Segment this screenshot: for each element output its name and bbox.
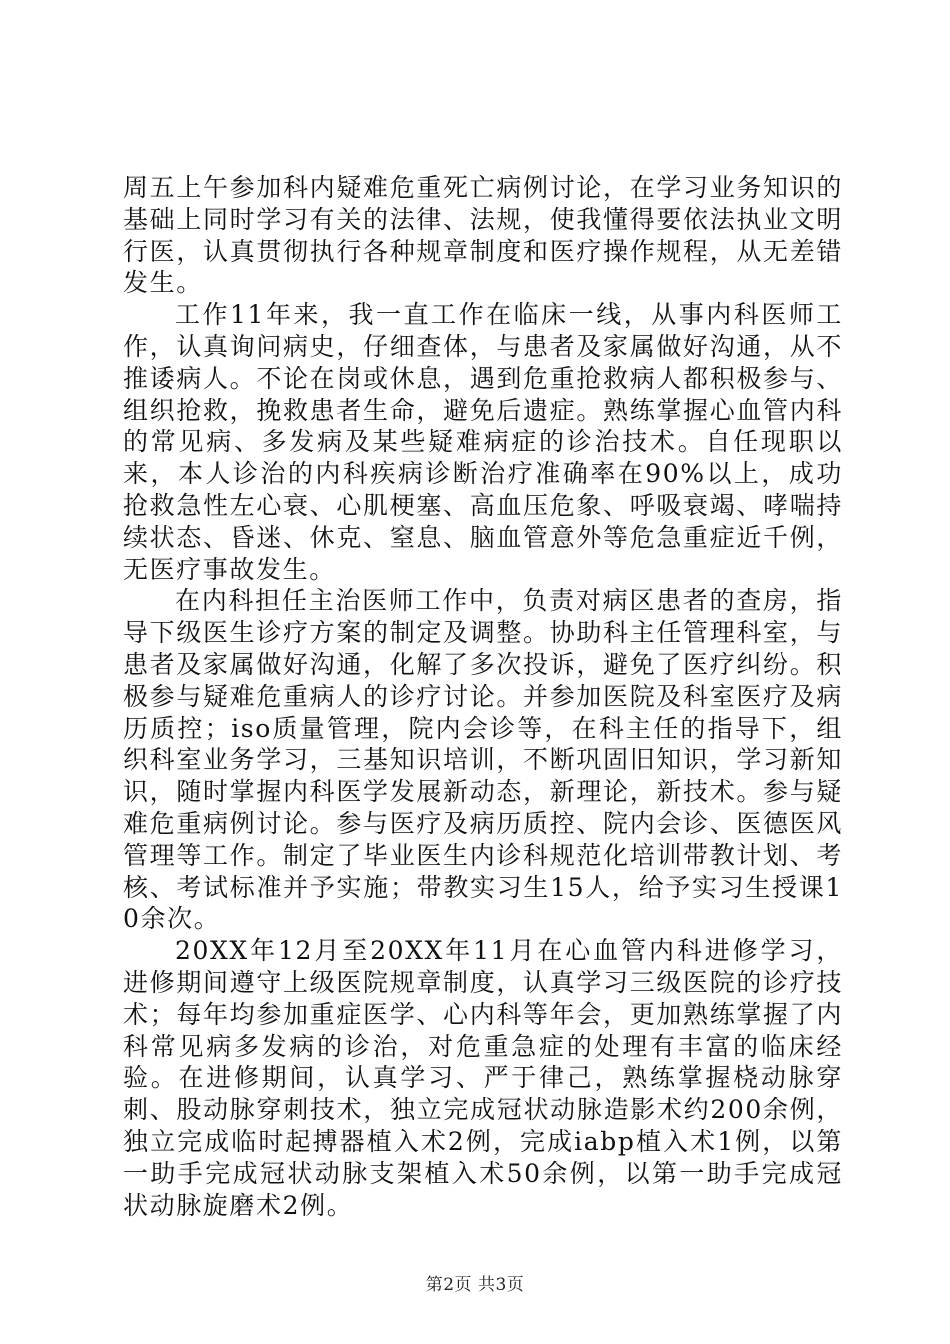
paragraph-1: 周五上午参加科内疑难危重死亡病例讨论，在学习业务知识的基础上同时学习有关的法律、法规，使我懂得要依法执业文明行医，认真贯彻执行各种规章制度和医疗操作规程，从无差错发生。 xyxy=(123,173,843,298)
paragraph-3: 在内科担任主治医师工作中，负责对病区患者的查房，指导下级医生诊疗方案的制定及调整。协助科主任管理科室，与患者及家属做好沟通，化解了多次投诉，避免了医疗纠纷。积极参与疑难危重病人的诊疗讨论。并参加医院及科室医疗及病历质控；iso质量管理，院内会诊等，在科主任的指导下，组织科室业务学习，三基知识培训，不断巩固旧知识，学习新知识，随时掌握内科医学发展新动态，新理论，新技术。参与疑难危重病例讨论。参与医疗及病历质控、院内会诊、医德医风管理等工作。制定了毕业医生内诊科规范化培训带教计划、考核、考试标准并予实施；带教实习生15人，给予实习生授课10余次。 xyxy=(123,586,843,934)
page-footer: 第2页 共3页 xyxy=(425,1275,525,1295)
document-body xyxy=(123,172,843,1221)
paragraph-4: 20XX年12月至20XX年11月在心血管内科进修学习，进修期间遵守上级医院规章制度，认真学习三级医院的诊疗技术；每年均参加重症医学、心内科等年会，更加熟练掌握了内科常见病多发病的诊治，对危重急症的处理有丰富的临床经验。在进修期间，认真学习、严于律己，熟练掌握桡动脉穿刺、股动脉穿刺技术，独立完成冠状动脉造影术约200余例，独立完成临时起搏器植入术2例，完成iabp植入术1例，以第一助手完成冠状动脉支架植入术50余例，以第一助手完成冠状动脉旋磨术2例。 xyxy=(123,936,843,1220)
paragraph-2: 工作11年来，我一直工作在临床一线，从事内科医师工作，认真询问病史，仔细查体，与患者及家属做好沟通，从不推诿病人。不论在岗或休息，遇到危重抢救病人都积极参与、组织抢救，挽救患者生命，避免后遗症。熟练掌握心血管内科的常见病、多发病及某些疑难病症的诊治技术。自任现职以来，本人诊治的内科疾病诊断治疗准确率在90%以上，成功抢救急性左心衰、心肌梗塞、高血压危象、呼吸衰竭、哮喘持续状态、昏迷、休克、窒息、脑血管意外等危急重症近千例，无医疗事故发生。 xyxy=(123,300,843,584)
